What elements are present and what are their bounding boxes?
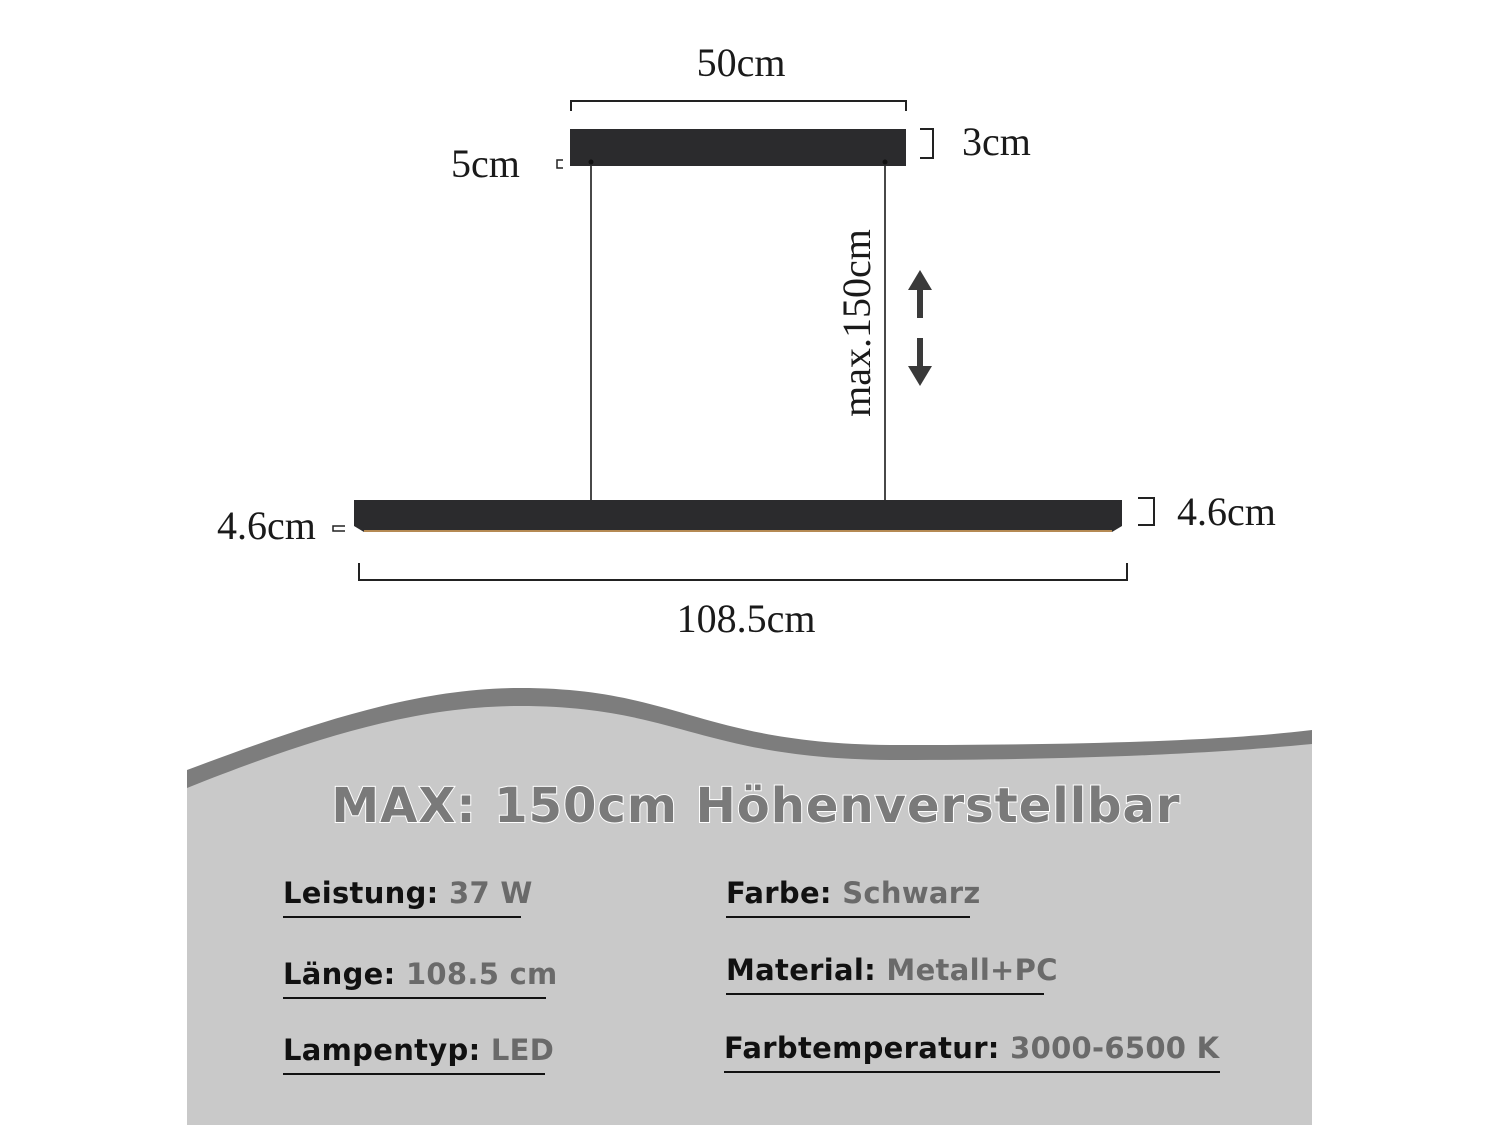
spec-length-value: 108.5 cm — [405, 957, 558, 991]
spec-color — [726, 876, 981, 918]
spec-color-temperature-label: Farbtemperatur: — [724, 1031, 1000, 1065]
spec-lamp-type — [283, 1033, 555, 1075]
spec-color-temperature — [724, 1031, 1220, 1073]
arrow-down-icon — [908, 338, 932, 386]
canopy-width-bracket — [571, 101, 906, 111]
bar-depth-label: 4.6cm — [217, 503, 316, 548]
spec-length-label: Länge: — [283, 957, 396, 991]
canopy-depth-label: 5cm — [451, 141, 520, 186]
canopy-height-bracket — [920, 129, 933, 158]
spec-length — [283, 957, 558, 999]
arrow-up-icon — [908, 270, 932, 318]
spec-power — [283, 876, 533, 918]
spec-material-value: Metall+PC — [886, 953, 1058, 987]
spec-material — [726, 953, 1058, 995]
bar-depth-mark — [333, 526, 345, 531]
spec-lamp-type-label: Lampentyp: — [283, 1033, 481, 1067]
spec-color-value: Schwarz — [842, 876, 981, 910]
bar-length-label: 108.5cm — [676, 596, 816, 641]
lamp-bar — [354, 500, 1122, 532]
spec-power-value: 37 W — [448, 876, 533, 910]
spec-power-label: Leistung: — [283, 876, 439, 910]
canopy-height-label: 3cm — [962, 119, 1031, 164]
spec-color-label: Farbe: — [726, 876, 832, 910]
canopy — [570, 129, 906, 166]
canopy-screw-left — [589, 160, 594, 165]
panel-title: MAX: 150cm Höhenverstellbar — [331, 778, 1181, 834]
bar-length-bracket — [359, 563, 1127, 580]
spec-material-label: Material: — [726, 953, 877, 987]
canopy-width-label: 50cm — [696, 40, 786, 85]
suspension-height-label: max.150cm — [834, 229, 879, 417]
spec-lamp-type-value: LED — [490, 1033, 555, 1067]
canopy-screw-right — [883, 160, 888, 165]
spec-color-temperature-value: 3000-6500 K — [1010, 1031, 1220, 1065]
bar-height-bracket — [1138, 498, 1154, 525]
bar-height-label: 4.6cm — [1177, 489, 1276, 534]
canopy-depth-mark — [557, 160, 563, 168]
